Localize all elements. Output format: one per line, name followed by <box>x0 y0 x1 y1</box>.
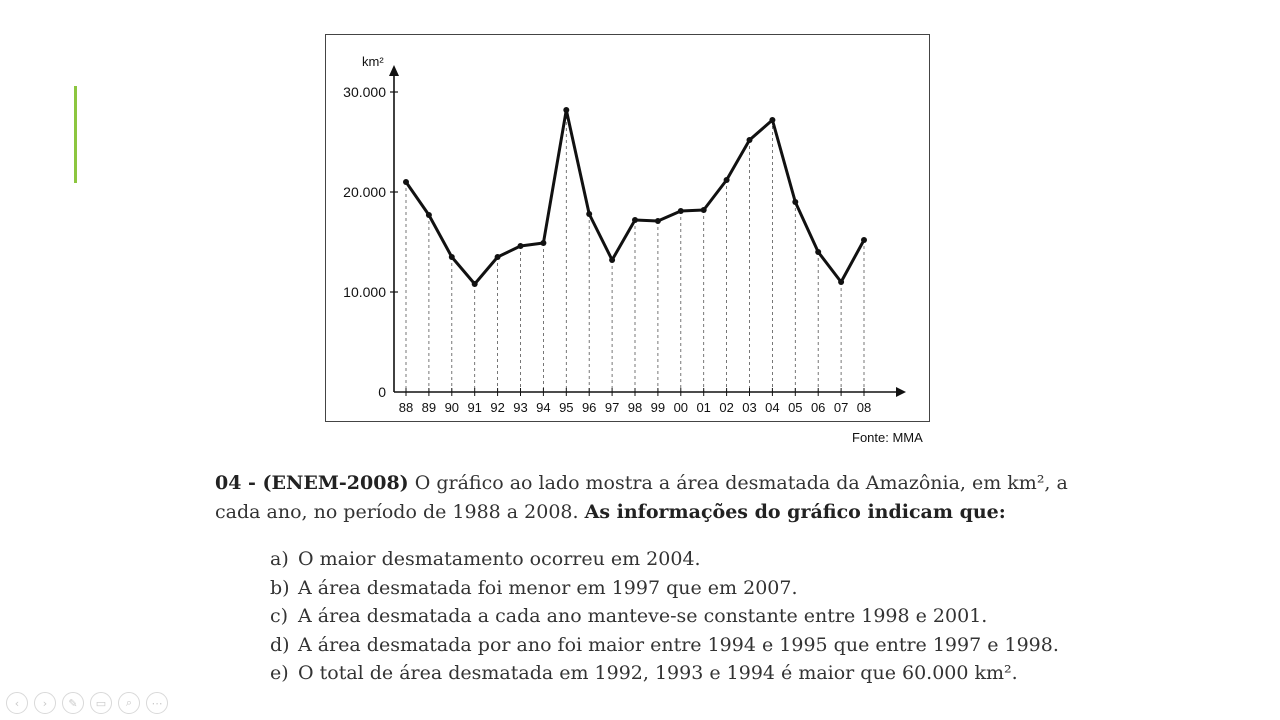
prev-icon[interactable]: ‹ <box>6 692 28 714</box>
option-a[interactable] <box>270 545 1059 574</box>
x-tick-label: 00 <box>673 400 689 415</box>
y-axis-label: km² <box>362 54 384 69</box>
option-d[interactable] <box>270 631 1059 660</box>
chart-source: Fonte: MMA <box>852 430 923 445</box>
x-tick-label: 99 <box>650 400 666 415</box>
x-tick-label: 90 <box>444 400 460 415</box>
data-point <box>747 137 753 143</box>
x-tick-label: 92 <box>490 400 505 415</box>
question-prompt: As informações do gráfico indicam que: <box>584 501 1006 523</box>
data-point <box>632 217 638 223</box>
deforestation-chart <box>326 35 931 423</box>
option-text: A área desmatada por ano foi maior entre 1994 e 1995 que entre 1997 e 1998. <box>298 633 1059 656</box>
data-point <box>678 208 684 214</box>
slideshow-toolbar <box>6 692 168 714</box>
data-point <box>724 177 730 183</box>
y-tick-label: 10.000 <box>343 284 386 300</box>
data-point <box>426 212 432 218</box>
option-letter: a) <box>270 548 289 570</box>
y-tick-label: 30.000 <box>343 84 386 100</box>
question-body: O gráfico ao lado mostra a área desmatada da Amazônia, em km², a cada ano, no período de 1988 a 2008. <box>215 472 1068 523</box>
data-point <box>701 207 707 213</box>
data-point <box>838 279 844 285</box>
next-icon[interactable]: › <box>34 692 56 714</box>
data-point <box>495 254 501 260</box>
option-e[interactable] <box>270 659 1059 688</box>
y-tick-label: 0 <box>378 384 386 400</box>
option-c[interactable] <box>270 602 1059 631</box>
data-point <box>563 107 569 113</box>
x-tick-label: 01 <box>696 400 711 415</box>
x-tick-label: 89 <box>421 400 437 415</box>
slides-icon[interactable]: ▭ <box>90 692 112 714</box>
data-point <box>540 240 546 246</box>
x-tick-label: 93 <box>513 400 528 415</box>
y-tick-label: 20.000 <box>343 184 386 200</box>
option-text: A área desmatada a cada ano manteve-se constante entre 1998 e 2001. <box>298 605 988 627</box>
data-point <box>472 281 478 287</box>
option-b[interactable] <box>270 574 1059 603</box>
data-point <box>518 243 524 249</box>
data-point <box>403 179 409 185</box>
option-text: A área desmatada foi menor em 1997 que em 2007. <box>298 576 798 599</box>
x-tick-label: 91 <box>467 400 482 415</box>
question-text <box>215 469 1075 527</box>
data-point <box>861 237 867 243</box>
option-letter: d) <box>270 633 290 656</box>
zoom-icon[interactable]: ⌕ <box>118 692 140 714</box>
option-text: O total de área desmatada em 1992, 1993 e 1994 é maior que 60.000 km². <box>298 662 1018 684</box>
x-tick-label: 08 <box>856 400 872 415</box>
data-point <box>609 257 615 263</box>
question-label: 04 - (ENEM-2008) <box>215 472 409 494</box>
answer-options <box>270 545 1059 688</box>
x-tick-label: 07 <box>833 400 849 415</box>
x-tick-label: 97 <box>604 400 620 415</box>
option-letter: c) <box>270 605 289 627</box>
option-text: O maior desmatamento ocorreu em 2004. <box>298 548 701 570</box>
x-tick-label: 95 <box>559 400 574 415</box>
data-point <box>815 249 821 255</box>
data-point <box>655 218 661 224</box>
data-point <box>792 199 798 205</box>
more-icon[interactable]: ⋯ <box>146 692 168 714</box>
x-tick-label: 88 <box>398 400 414 415</box>
x-axis-arrow <box>896 387 906 397</box>
pen-icon[interactable]: ✎ <box>62 692 84 714</box>
y-axis-arrow <box>389 65 399 76</box>
x-tick-label: 04 <box>765 400 780 415</box>
chart-frame <box>325 34 930 422</box>
data-point <box>586 211 592 217</box>
data-point <box>449 254 455 260</box>
slide-accent-bar <box>74 86 77 183</box>
x-tick-label: 98 <box>627 400 643 415</box>
option-letter: b) <box>270 576 290 599</box>
data-point <box>769 117 775 123</box>
x-tick-label: 03 <box>742 400 757 415</box>
x-tick-label: 96 <box>581 400 597 415</box>
x-tick-label: 02 <box>719 400 734 415</box>
option-letter: e) <box>270 662 289 684</box>
x-tick-label: 05 <box>788 400 803 415</box>
x-tick-label: 06 <box>810 400 826 415</box>
x-tick-label: 94 <box>536 400 551 415</box>
